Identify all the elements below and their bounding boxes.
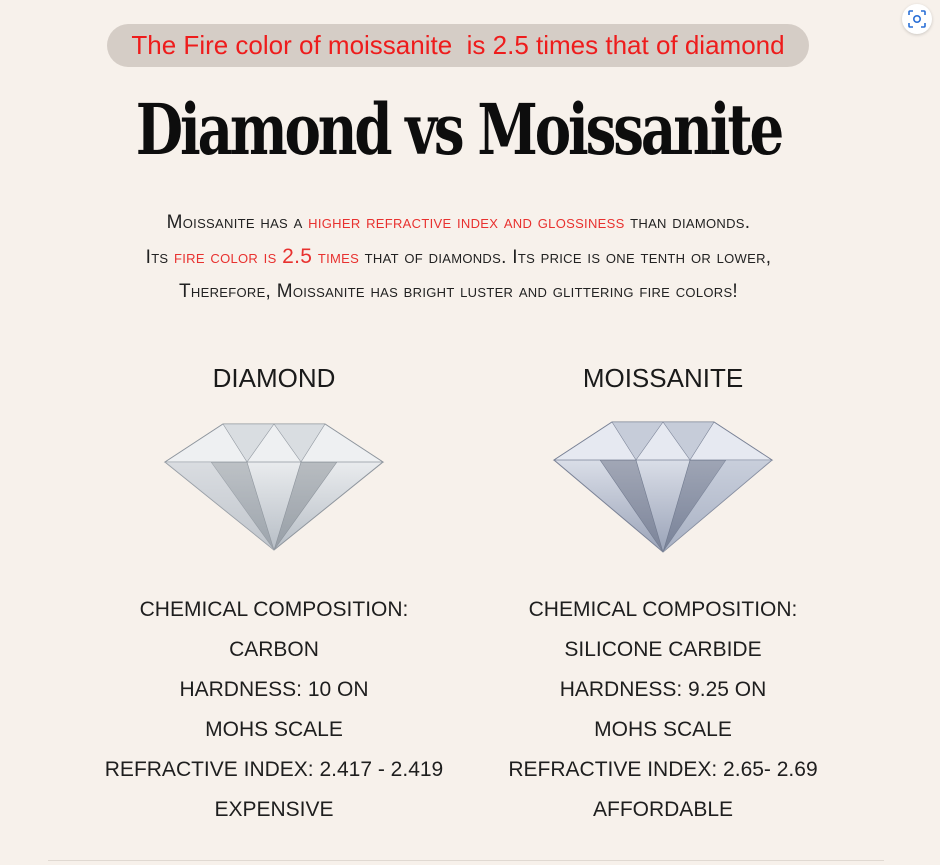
diamond-spec-6: EXPENSIVE (214, 798, 334, 821)
diamond-spec-5: REFRACTIVE INDEX: 2.417 - 2.419 (104, 758, 444, 781)
diamond-spec-1: CHEMICAL COMPOSITION: (139, 598, 409, 621)
intro-line-1 (0, 206, 917, 240)
visual-search-icon (908, 10, 926, 28)
moissanite-gem-icon (552, 414, 774, 554)
intro-2a: Its (145, 247, 174, 268)
intro-2e: that of diamonds. Its price is one tenth or lower, (359, 247, 772, 268)
intro-line-3: Therefore, Moissanite has bright luster and glittering fire colors! (179, 281, 738, 302)
moissanite-spec-6: AFFORDABLE (592, 798, 734, 821)
moissanite-spec-1: CHEMICAL COMPOSITION: (528, 598, 798, 621)
visual-search-button[interactable] (902, 4, 932, 34)
intro-1b: higher refractive index and glossiness (308, 212, 625, 233)
diamond-spec-3: HARDNESS: 10 ON (179, 678, 369, 701)
banner-text: The Fire color of moissanite is 2.5 times that of diamond (131, 30, 785, 60)
intro-2c: 2.5 (282, 245, 313, 268)
diamond-gem-icon (161, 414, 387, 554)
moissanite-column (463, 360, 863, 830)
top-banner (107, 24, 809, 67)
intro-1a: Moissanite has a (166, 212, 309, 233)
moissanite-heading: MOISSANITE (582, 363, 744, 393)
diamond-heading: DIAMOND (212, 363, 336, 393)
page-title: Diamond vs Moissanite (135, 88, 782, 171)
intro-line-2 (0, 240, 917, 275)
diamond-spec-4: MOHS SCALE (205, 718, 343, 741)
diamond-spec-2: CARBON (229, 638, 319, 661)
moissanite-specs (463, 590, 863, 830)
intro-1c: than diamonds. (624, 212, 751, 233)
divider (48, 860, 884, 861)
intro-2b: fire color is (173, 247, 283, 268)
intro-2d: times (312, 247, 360, 268)
moissanite-spec-4: MOHS SCALE (594, 718, 732, 741)
moissanite-spec-5: REFRACTIVE INDEX: 2.65- 2.69 (508, 758, 818, 781)
diamond-column (74, 360, 474, 830)
moissanite-spec-2: SILICONE CARBIDE (564, 638, 762, 661)
moissanite-spec-3: HARDNESS: 9.25 ON (559, 678, 767, 701)
intro-text (0, 206, 917, 309)
diamond-specs (74, 590, 474, 830)
